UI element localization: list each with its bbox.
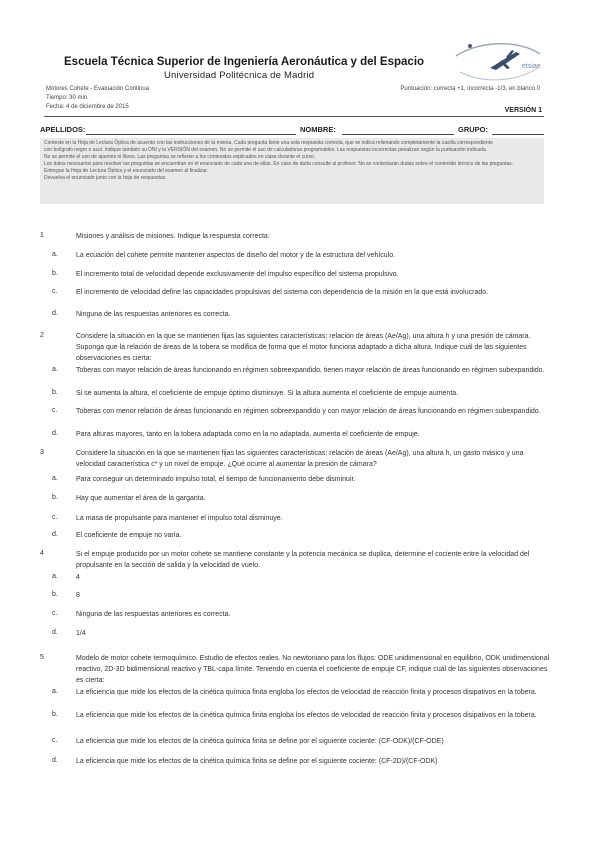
option-letter: d. — [52, 430, 58, 437]
grupo-label: GRUPO: — [458, 125, 488, 134]
header-divider — [44, 116, 544, 117]
option-text: La masa de propulsante para mantener el impulso total disminuye. — [76, 515, 283, 522]
option-text: La eficiencia que mide los efectos de la cinética química finita se define por el siguiente cociente: (CF-ODK)/(CF-ODE) — [76, 738, 444, 745]
option-letter: a. — [52, 251, 58, 258]
option-letter: c. — [52, 610, 58, 617]
svg-text:etsiae: etsiae — [522, 63, 541, 70]
option-text: La ecuación del cohete permite mantener aspectos de diseño del motor y de la estructura del vehículo. — [76, 252, 396, 259]
option-text: La eficiencia que mide los efectos de la cinética química finita engloba los efectos de velocidad de reacción finita y procesos disipativos en la tobera. — [76, 689, 537, 696]
question-number: 1 — [40, 232, 44, 239]
option-letter: c. — [52, 737, 58, 744]
option-text: Si se aumenta la altura, el coeficiente de empuje óptimo disminuye. Si la altura aumenta el coeficiente de empuje aumenta. — [76, 390, 459, 397]
instruction-line: Conteste en la Hoja de Lectura Óptica de acuerdo con las instrucciones de la misma. Cada pregunta tiene una sola respuesta correcta, que se indica rellenando completamente la casilla correspondiente — [44, 140, 493, 146]
option-letter: a. — [52, 366, 58, 373]
option-letter: d. — [52, 629, 58, 636]
instruction-line: Devuelva el enunciado junto con la hoja de respuestas. — [44, 174, 167, 181]
school-title: Escuela Técnica Superior de Ingeniería Aeronáutica y del Espacio — [64, 56, 425, 68]
option-letter: d. — [52, 757, 58, 764]
question-text: Misiones y análisis de misiones. Indique la respuesta correcta: — [76, 233, 270, 240]
time-line: Tiempo: 30 min. — [46, 95, 89, 101]
instruction-line: No se permite el uso de apuntes ni libros. Las preguntas se refieren a los contenidos explicados en clase durante el curso. — [44, 153, 316, 160]
option-text: Hay que aumentar el área de la garganta. — [76, 495, 206, 502]
option-text: El coeficiente de empuje no varía. — [76, 532, 182, 539]
option-letter: c. — [52, 407, 58, 414]
option-text: La eficiencia que mide los efectos de la cinética química finita engloba los efectos de velocidad de reacción finita y procesos disipativos en la tobera. — [76, 712, 537, 719]
option-text: Toberas con menor relación de áreas funcionando en régimen sobreexpandido y con mayor relación de áreas funcionando en régimen subexpandido. — [76, 408, 541, 415]
instruction-line: con bolígrafo negro o azul. Indique también su DNI y la VERSIÓN del examen. No se permite el uso de calculadoras programables. Las respuestas incorrectas penalizan según la puntuación indicada. — [44, 146, 488, 153]
option-letter: d. — [52, 531, 58, 538]
option-letter: b. — [52, 270, 58, 277]
apellidos-field[interactable] — [86, 134, 296, 135]
option-text: 1/4 — [76, 630, 86, 637]
option-text: Ninguna de las respuestas anteriores es correcta. — [76, 311, 231, 318]
question-text: Considere la situación en la que se mantienen fijas las siguientes características: relación de áreas (Ae/Ag), una altura h y una presión de cámara. Suponga que la relación de áreas de la tobera se modifica de forma que el motor funciona adaptado a dicha altura. Indique cuál de las siguientes observaciones es cierta: — [76, 333, 531, 362]
course-line: Motores Cohete - Evaluación Continua — [46, 86, 150, 92]
option-letter: b. — [52, 494, 58, 501]
school-logo-icon — [450, 38, 546, 90]
exam-version: VERSIÓN 1 — [504, 107, 542, 114]
option-letter: b. — [52, 591, 58, 598]
student-info-row — [40, 125, 550, 137]
option-letter: c. — [52, 288, 58, 295]
grupo-field[interactable] — [492, 134, 544, 135]
option-text: 8 — [76, 592, 80, 599]
question-number: 4 — [40, 550, 44, 557]
nombre-field[interactable] — [342, 134, 454, 135]
option-text: Para conseguir un determinado impulso total, el tiempo de funcionamiento debe disminuir. — [76, 476, 356, 483]
option-text: Ninguna de las respuestas anteriores es correcta. — [76, 611, 231, 618]
scoring-note: Puntuación: correcta +1, incorrecta -1/3, en blanco 0 — [400, 86, 540, 92]
option-text: La eficiencia que mide los efectos de la cinética química finita se define por el siguiente cociente: (CF-2D)/(CF-ODK) — [76, 758, 438, 765]
question-text: Modelo de motor cohete termoquímico. Estudio de efectos reales. No newtoniano para los flujos: ODE unidimensional en equilibrio, ODK unidimensional reactivo, 2D-3D bidimensional reactivo y TBL-capa límite. Teniendo en cuenta el coeficiente de empuje CF, indique cuál de las siguientes observaciones es cierta: — [76, 655, 550, 684]
nombre-label: NOMBRE: — [300, 125, 336, 134]
instruction-line: Entregue la Hoja de Lectura Óptica y el enunciado del examen al finalizar. — [44, 167, 208, 174]
option-text: El incremento de velocidad define las capacidades propulsivas del sistema con dependencia de la misión en la que está involucrado. — [76, 289, 489, 296]
option-text: Para alturas mayores, tanto en la tobera adaptada como en la no adaptada, aumenta el coeficiente de empuje. — [76, 431, 420, 438]
option-letter: b. — [52, 389, 58, 396]
option-letter: b. — [52, 711, 58, 718]
option-letter: c. — [52, 514, 58, 521]
option-letter: a. — [52, 573, 58, 580]
question-number: 3 — [40, 449, 44, 456]
instructions-box — [40, 138, 544, 204]
option-letter: a. — [52, 475, 58, 482]
option-text: Toberas con mayor relación de áreas funcionando en régimen sobreexpandido, tienen mayor relación de áreas funcionando en régimen subexpandido. — [76, 367, 545, 374]
option-letter: a. — [52, 688, 58, 695]
option-text: El incremento total de velocidad depende exclusivamente del impulso específico del sistema propulsivo. — [76, 271, 399, 278]
apellidos-label: APELLIDOS: — [40, 125, 86, 134]
university-title: Universidad Politécnica de Madrid — [164, 70, 315, 81]
question-number: 2 — [40, 332, 44, 339]
question-text: Si el empuje producido por un motor cohete se mantiene constante y la potencia mecánica se duplica, determine el cociente entre la velocidad del propulsante en la sección de salida y la velocidad de vuelo. — [76, 551, 530, 569]
question-text: Considere la situación en la que se mantienen fijas las siguientes características: relación de áreas (Ae/Ag), una altura h, un gasto másico y una velocidad característica c* y un nivel de empuje. ¿Qué ocurre al aumentar la presión de cámara? — [76, 450, 524, 468]
option-letter: d. — [52, 310, 58, 317]
option-text: 4 — [76, 574, 80, 581]
question-number: 5 — [40, 654, 44, 661]
date-line: Fecha: 4 de diciembre de 2015 — [46, 104, 129, 110]
instruction-line: Los datos necesarios para resolver las preguntas se encuentran en el enunciado de cada una de ellas. En caso de duda consulte al profesor. No se contestarán dudas sobre el contenido técnico de las preguntas. — [44, 160, 514, 167]
